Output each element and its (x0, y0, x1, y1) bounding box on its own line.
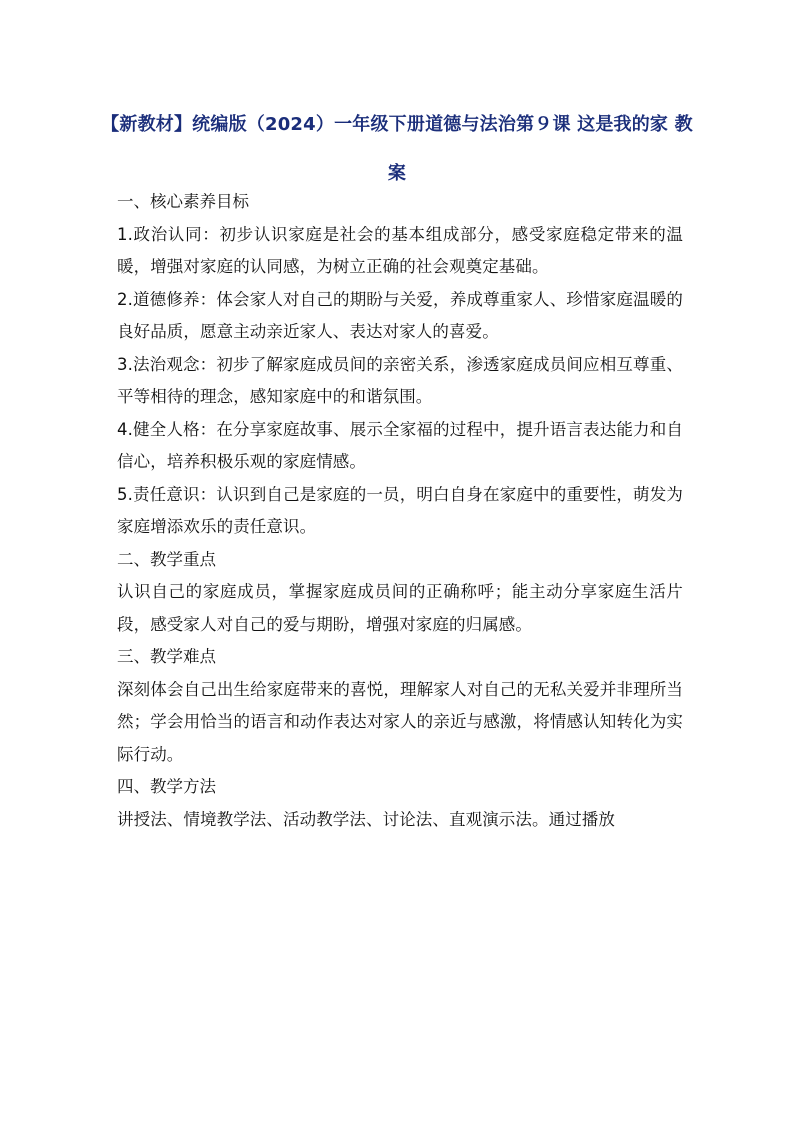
document-title: 【新教材】统编版（2024）一年级下册道德与法治第９课 这是我的家 教案 (101, 114, 693, 184)
key-points-text: 认识自己的家庭成员，掌握家庭成员间的正确称呼；能主动分享家庭生活片段，感受家人对自己的爱与期盼，增强对家庭的归属感。 (117, 582, 683, 634)
section-heading-methods: 四、教学方法 (117, 777, 216, 796)
section-heading-key-points: 二、教学重点 (117, 549, 216, 569)
goal-item-4: 4.健全人格：在分享家庭故事、展示全家福的过程中，提升语言表达能力和自信心，培养积极乐观的家庭情感。 (117, 419, 683, 471)
goal-item-3: 3.法治观念：初步了解家庭成员间的亲密关系，渗透家庭成员间应相互尊重、平等相待的理念，感知家庭中的和谐氛围。 (117, 354, 683, 406)
goal-item-5: 5.责任意识：认识到自己是家庭的一员，明白自身在家庭中的重要性，萌发为家庭增添欢乐的责任意识。 (117, 484, 683, 536)
document-body (117, 186, 683, 836)
goal-item-2: 2.道德修养：体会家人对自己的期盼与关爱，养成尊重家人、珍惜家庭温暖的良好品质，愿意主动亲近家人、表达对家人的喜爱。 (117, 289, 683, 341)
section-heading-difficulties: 三、教学难点 (117, 647, 216, 666)
goal-item-1: 1.政治认同：初步认识家庭是社会的基本组成部分，感受家庭稳定带来的温暖，增强对家庭的认同感，为树立正确的社会观奠定基础。 (117, 224, 683, 276)
difficulties-text: 深刻体会自己出生给家庭带来的喜悦，理解家人对自己的无私关爱并非理所当然；学会用恰当的语言和动作表达对家人的亲近与感激，将情感认知转化为实际行动。 (117, 679, 683, 764)
methods-text: 讲授法、情境教学法、活动教学法、讨论法、直观演示法。通过播放 (117, 809, 615, 829)
section-heading-goals: 一、核心素养目标 (117, 192, 249, 211)
